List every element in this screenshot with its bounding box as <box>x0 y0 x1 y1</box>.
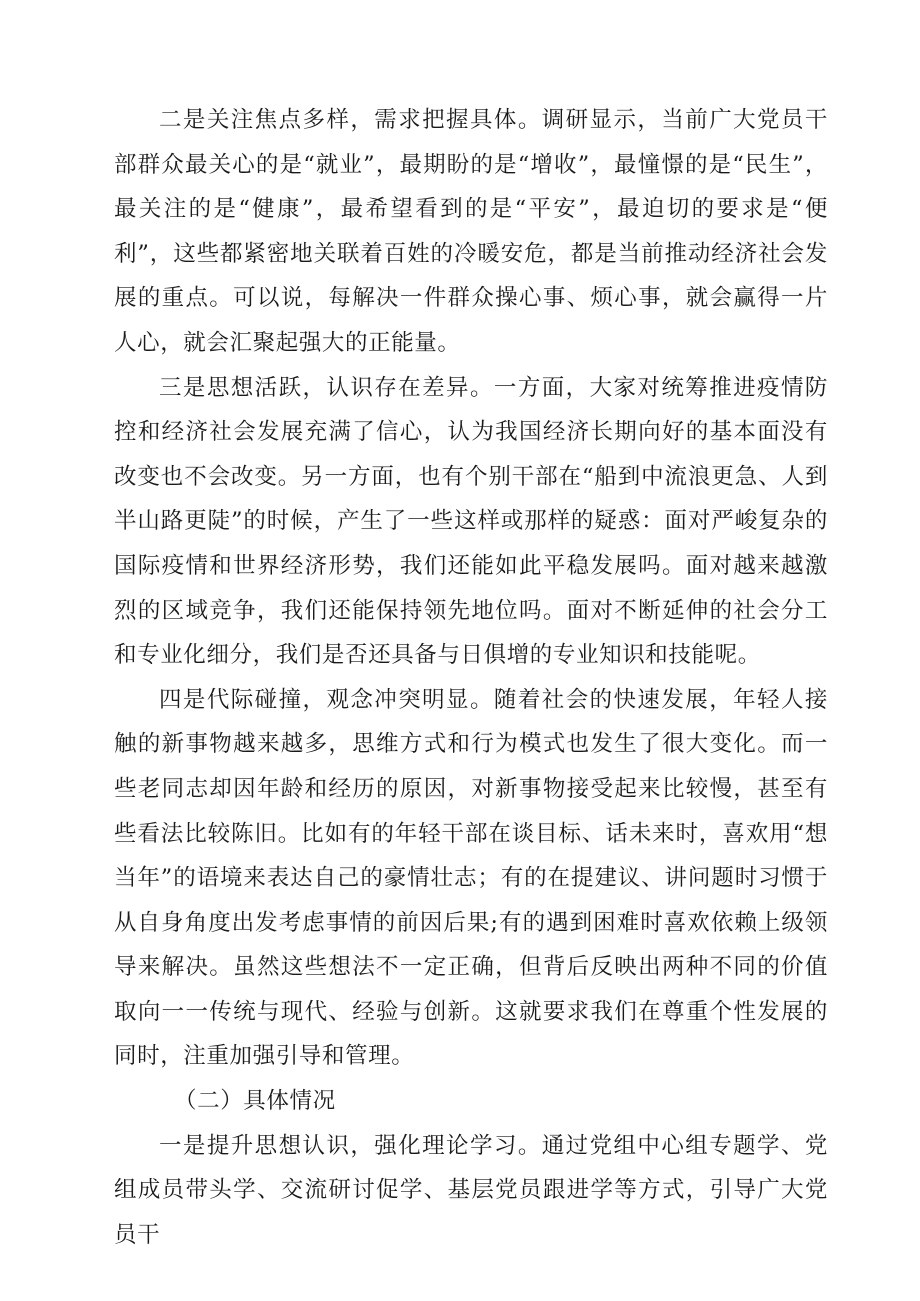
paragraph-generational-collision: 四是代际碰撞，观念冲突明显。随着社会的快速发展，年轻人接触的新事物越来越多，思维方式和行为模式也发生了很大变化。而一些老同志却因年龄和经历的原因，对新事物接受起来比较慢，甚至有些看法比较陈旧。比如有的年轻干部在谈目标、话未来时，喜欢用“想当年”的语境来表达自己的豪情壮志；有的在提建议、讲问题时习惯于从自身角度出发考虑事情的前因后果;有的遇到困难时喜欢依赖上级领导来解决。虽然这些想法不一定正确，但背后反映出两种不同的价值取向一一传统与现代、经验与创新。这就要求我们在尊重个性发展的同时，注重加强引导和管理。 <box>114 686 828 1070</box>
paragraph-active-thinking: 三是思想活跃，认识存在差异。一方面，大家对统筹推进疫情防控和经济社会发展充满了信心，认为我国经济长期向好的基本面没有改变也不会改变。另一方面，也有个别干部在“船到中流浪更急、人到半山路更陡”的时候，产生了一些这样或那样的疑惑：面对严峻复杂的国际疫情和世界经济形势，我们还能如此平稳发展吗。面对越来越激烈的区域竞争，我们还能保持领先地位吗。面对不断延伸的社会分工和专业化细分，我们是否还具备与日俱增的专业知识和技能呢。 <box>114 374 828 669</box>
paragraph-theory-study: 一是提升思想认识，强化理论学习。通过党组中心组专题学、党组成员带头学、交流研讨促学、基层党员跟进学等方式，引导广大党员干 <box>114 1132 828 1248</box>
document-body <box>114 98 828 1257</box>
section-heading: （二）具体情况 <box>174 1088 336 1115</box>
paragraph-focus-diversity: 二是关注焦点多样，需求把握具体。调研显示，当前广大党员干部群众最关心的是“就业”，最期盼的是“增收”，最憧憬的是“民生”，最关注的是“健康”，最希望看到的是“平安”，最迫切的要求是“便利”，这些都紧密地关联着百姓的冷暖安危，都是当前推动经济社会发展的重点。可以说，每解决一件群众操心事、烦心事，就会赢得一片人心，就会汇聚起强大的正能量。 <box>114 107 828 356</box>
